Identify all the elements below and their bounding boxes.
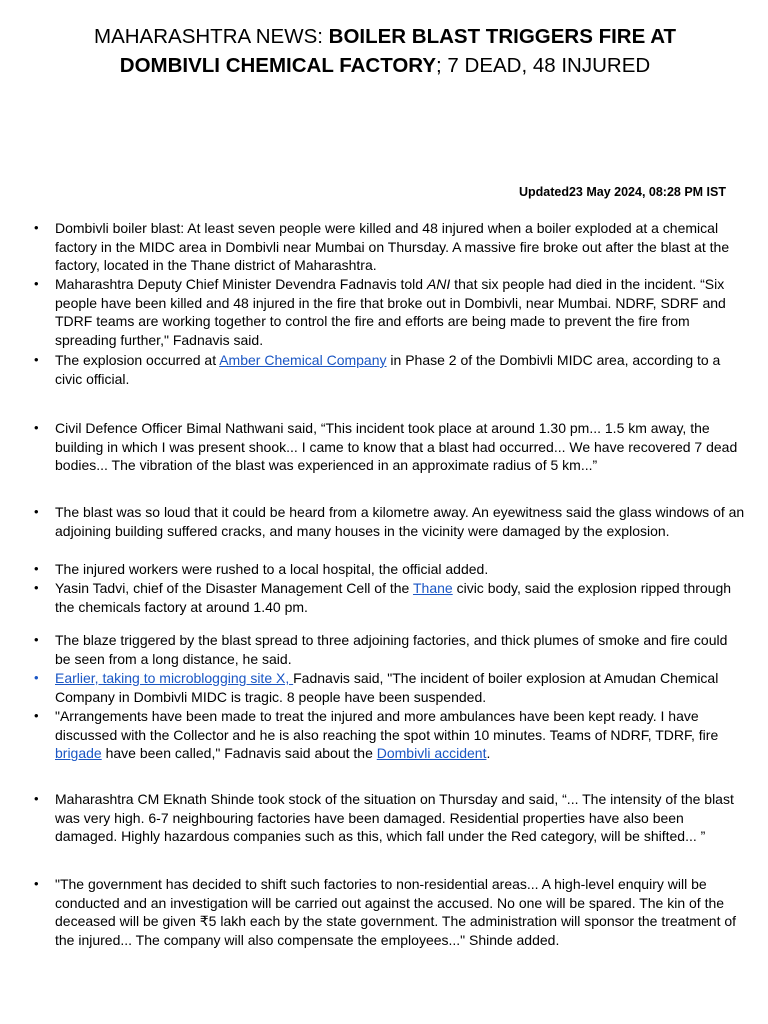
dombivli-accident-link[interactable]: Dombivli accident [376,745,487,762]
bullet-text: have been called," Fadnavis said about the [101,745,377,762]
amber-chemical-link[interactable]: Amber Chemical Company [219,352,387,368]
list-item [55,351,745,388]
list-item [55,419,745,475]
page-title [60,22,710,80]
list-item [55,219,745,275]
bullet-text: Yasin Tadvi, chief of the Disaster Management Cell of the [55,580,413,596]
list-item [55,790,745,846]
bullet-text: The explosion occurred at [55,352,220,368]
list-item [55,707,745,763]
bullet-text: Maharashtra CM Eknath Shinde took stock of the situation on Thursday and said, “... The intensity of the blast was very high. 6-7 neighbouring factories have been damaged. Residential properties have also been damaged. Highly hazardous companies such as this, which fall under the Red category, will be shifted... ” [55,791,734,845]
bullet-text: Civil Defence Officer Bimal Nathwani said, “This incident took place at around 1.30 pm... 1.5 km away, the building in which I was present shook... I came to know that a blast had occurred... We have recovered 7 dead bodies... The vibration of the blast was experienced in an approximate radius of 5 km...” [55,420,738,474]
bullet-text: The injured workers were rushed to a local hospital, the official added. [55,561,489,577]
list-item [55,631,745,668]
list-item [55,560,745,579]
list-item [55,669,745,706]
bullet-text: "The government has decided to shift such factories to non-residential areas... A high-level enquiry will be conducted and an investigation will be carried out against the accused. No one will be spared. The kin of the deceased will be given ₹5 lakh each by the state government. The administration will sponsor the treatment of the injured... The company will also compensate the employees..." Shinde added. [55,876,737,948]
list-item [55,275,745,349]
title-suffix: ; 7 DEAD, 48 INJURED [436,54,651,77]
list-item [55,579,745,616]
bullet-text: in Phase 2 of the Dombivli MIDC area, according to a civic official. [55,352,721,387]
bullet-text: Dombivli boiler blast: At least seven people were killed and 48 injured when a boiler exploded at a chemical factory in the MIDC area in Dombivli near Mumbai on Thursday. A massive fire broke out after the blast at the factory, located in the Thane district of Maharashtra. [55,220,730,274]
bullet-text: Maharashtra Deputy Chief Minister Devendra Fadnavis told [55,276,427,292]
title-prefix: MAHARASHTRA NEWS: [94,25,329,48]
updated-timestamp: Updated23 May 2024, 08:28 PM IST [518,185,726,199]
bullet-text: The blast was so loud that it could be heard from a kilometre away. An eyewitness said the glass windows of an adjoining building suffered cracks, and many houses in the vicinity were damaged by the explosion. [55,504,745,539]
thane-link[interactable]: Thane [412,580,453,596]
bullet-text: Fadnavis said, "The incident of boiler explosion at Amudan Chemical Company in Dombivli MIDC is tragic. 8 people have been suspended. [55,670,719,705]
list-item [55,875,745,949]
bullet-italic: ANI [426,276,451,292]
bullet-text: "Arrangements have been made to treat the injured and more ambulances have been kept ready. I have discussed with the Collector and he is also reaching the spot within 10 minutes. Teams of NDRF, TDRF, fire [55,708,719,743]
brigade-link[interactable]: brigade [55,745,102,762]
microblogging-link[interactable]: Earlier, taking to microblogging site X, [55,670,294,686]
bullet-text: that six people had died in the incident. “Six people have been killed and 48 injured in the fire that broke out in Dombivli, near Mumbai. NDRF, SDRF and TDRF teams are working together to control the fire and efforts are being made to prevent the fire from spreading further," Fadnavis said. [55,276,726,348]
bullet-text: civic body, said the explosion ripped through the chemicals factory at around 1.40 pm. [55,580,732,615]
list-item [55,503,745,540]
bullet-text: The blaze triggered by the blast spread to three adjoining factories, and thick plumes of smoke and fire could be seen from a long distance, he said. [55,632,728,667]
title-bold: BOILER BLAST TRIGGERS FIRE AT DOMBIVLI CHEMICAL FACTORY [119,25,676,77]
bullet-text: . [486,745,491,762]
